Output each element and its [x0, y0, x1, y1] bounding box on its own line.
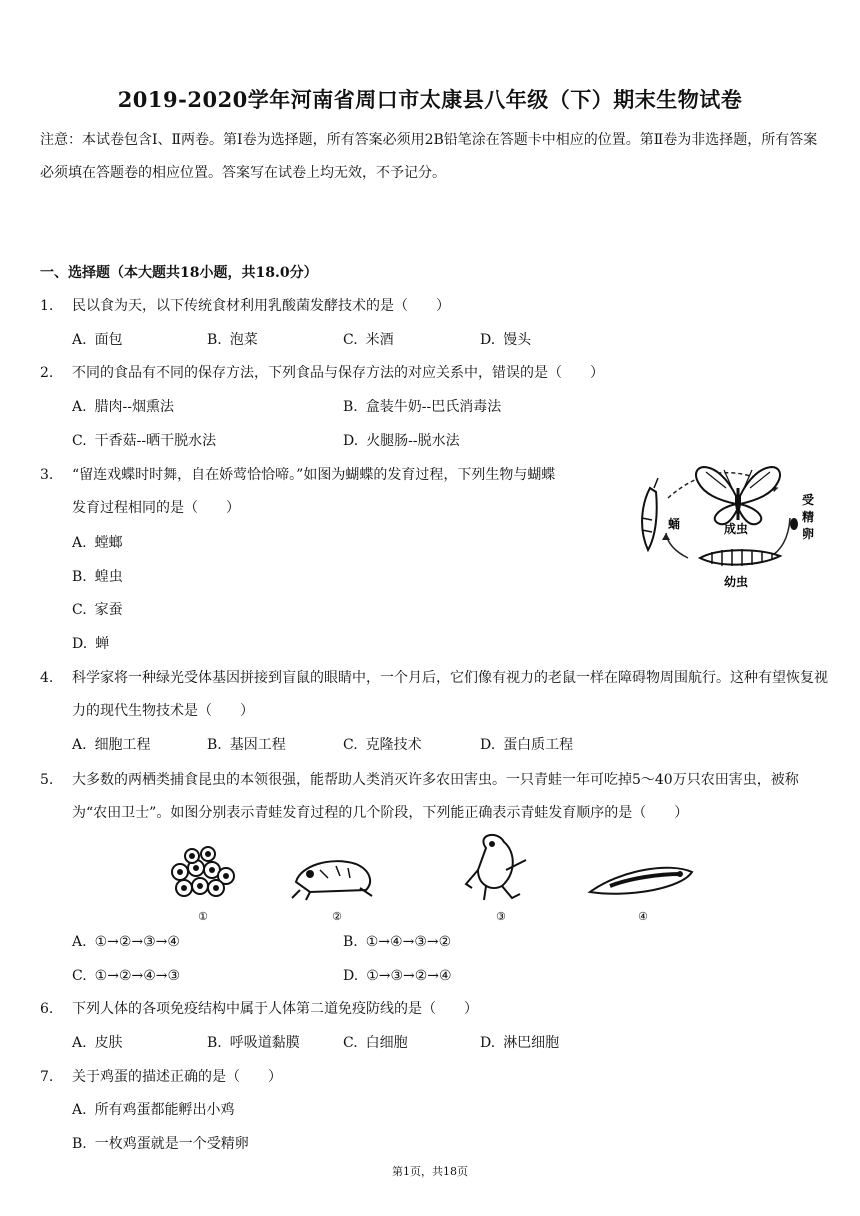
option-b[interactable]: B. 呼吸道黏膜 [207, 1035, 300, 1051]
larva-label: 幼虫 [724, 575, 749, 589]
question-text: 大多数的两栖类捕食昆虫的本领很强，能帮助人类消灭许多农田害虫。一只青蛙一年可吃掉5～40万只农田害虫，被称为“农田卫士”。如图分别表示青蛙发育过程的几个阶段，下列能正确表示青蛙发育顺序的是（ ） [72, 772, 799, 821]
option-a[interactable]: A. 皮肤 [72, 1035, 123, 1051]
question-number: 1. [40, 298, 54, 314]
stage-label-1: ① [198, 910, 208, 923]
stage-label-2: ② [332, 910, 342, 923]
question-5 [40, 770, 830, 830]
page-title: 2019-2020学年河南省周口市太康县八年级（下）期末生物试卷 [117, 87, 743, 112]
question-text: 不同的食品有不同的保存方法，下列食品与保存方法的对应关系中，错误的是（ ） [72, 365, 604, 381]
question-text-line2: 发育过程相同的是（ ） [72, 500, 240, 516]
option-a[interactable]: A. 所有鸡蛋都能孵出小鸡 [72, 1102, 235, 1118]
option-c[interactable]: C. ①→②→④→③ [72, 968, 181, 984]
option-d[interactable]: D. 馒头 [480, 332, 532, 348]
question-number: 2. [40, 365, 54, 381]
stage-label-3: ③ [496, 910, 506, 923]
question-text: 下列人体的各项免疫结构中属于人体第二道免疫防线的是（ ） [72, 1001, 478, 1017]
question-number: 6. [40, 1001, 54, 1017]
question-number: 7. [40, 1069, 54, 1085]
option-d[interactable]: D. 蛋白质工程 [480, 737, 574, 753]
egg-icon [790, 518, 798, 530]
option-a[interactable]: A. 腊肉--烟熏法 [72, 399, 175, 415]
question-number: 5. [40, 772, 54, 788]
option-c[interactable]: C. 白细胞 [343, 1035, 408, 1051]
option-b[interactable]: B. 盒装牛奶--巴氏消毒法 [343, 399, 502, 415]
butterfly-icon [696, 467, 780, 524]
option-c[interactable]: C. 米酒 [343, 332, 394, 348]
young-frog-icon [466, 835, 526, 900]
option-b[interactable]: B. 基因工程 [207, 737, 286, 753]
question-4 [40, 668, 830, 728]
pupa-icon [642, 478, 658, 550]
option-a[interactable]: A. 螳螂 [72, 535, 123, 551]
egg-label-2: 精 [802, 510, 815, 524]
option-b[interactable]: B. 泡菜 [207, 332, 258, 348]
question-3 [40, 465, 640, 525]
page-footer: 第1页，共18页 [392, 1165, 468, 1178]
option-c[interactable]: C. 家蚕 [72, 602, 123, 618]
question-number: 3. [40, 467, 54, 483]
exam-notice: 注意：本试卷包含Ⅰ、Ⅱ两卷。第Ⅰ卷为选择题，所有答案必须用2B铅笔涂在答题卡中相应的位置。第Ⅱ卷为非选择题，所有答案必须填在答题卷的相应位置。答案写在试卷上均无效，不予记分。 [40, 132, 818, 181]
option-b[interactable]: B. 一枚鸡蛋就是一个受精卵 [72, 1136, 249, 1152]
option-d[interactable]: D. 蝉 [72, 636, 110, 652]
option-c[interactable]: C. 克隆技术 [343, 737, 422, 753]
egg-label-1: 受 [802, 493, 815, 507]
question-text: 关于鸡蛋的描述正确的是（ ） [72, 1069, 282, 1085]
stage-label-4: ④ [638, 910, 648, 923]
option-d[interactable]: D. 淋巴细胞 [480, 1035, 560, 1051]
section-heading: 一、选择题（本大题共18小题，共18.0分） [40, 265, 318, 281]
option-c[interactable]: C. 干香菇--晒干脱水法 [72, 433, 217, 449]
adult-frog-icon [292, 861, 372, 900]
question-6 [40, 999, 830, 1019]
question-2 [40, 363, 830, 383]
larva-icon [700, 549, 780, 566]
egg-label-3: 卵 [802, 527, 815, 541]
option-a[interactable]: A. 面包 [72, 332, 123, 348]
question-number: 4. [40, 670, 54, 686]
adult-label: 成虫 [724, 522, 749, 536]
option-d[interactable]: D. ①→③→②→④ [343, 968, 452, 984]
question-7 [40, 1067, 830, 1087]
question-text: 民以食为天，以下传统食材利用乳酸菌发酵技术的是（ ） [72, 298, 450, 314]
question-text: “留连戏蝶时时舞，自在娇莺恰恰啼。”如图为蝴蝶的发育过程，下列生物与蝴蝶 [72, 467, 556, 483]
question-1 [40, 296, 830, 316]
butterfly-lifecycle-figure [628, 458, 828, 593]
frog-development-figure [160, 830, 700, 926]
option-a[interactable]: A. 细胞工程 [72, 737, 151, 753]
tadpole-icon [590, 868, 692, 894]
option-b[interactable]: B. 蝗虫 [72, 569, 123, 585]
option-a[interactable]: A. ①→②→③→④ [72, 934, 180, 950]
option-d[interactable]: D. 火腿肠--脱水法 [343, 433, 460, 449]
pupa-label: 蛹 [668, 517, 681, 531]
option-b[interactable]: B. ①→④→③→② [343, 934, 452, 950]
question-text: 科学家将一种绿光受体基因拼接到盲鼠的眼睛中，一个月后，它们像有视力的老鼠一样在障碍物周围航行。这种有望恢复视力的现代生物技术是（ ） [72, 670, 828, 719]
